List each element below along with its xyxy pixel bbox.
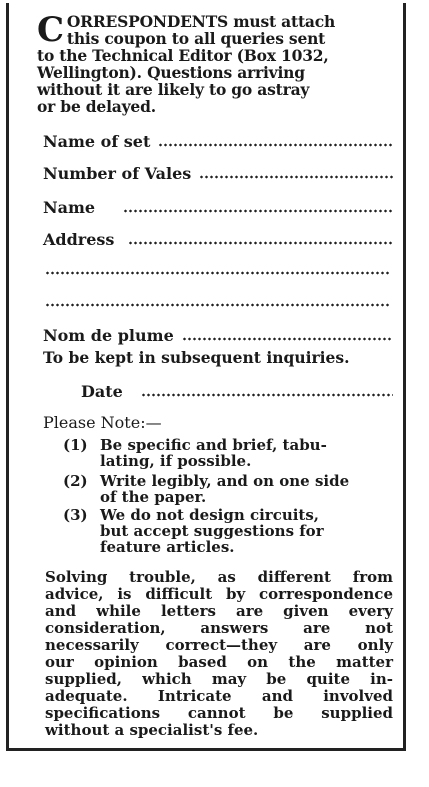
date-field[interactable] — [81, 381, 393, 401]
name-field[interactable] — [43, 197, 393, 217]
note-number: (2) — [63, 472, 88, 490]
note-line: of the paper. — [100, 488, 207, 506]
paragraph-line: adequate. Intricate and involved — [45, 687, 393, 705]
note-line: lating, if possible. — [100, 452, 252, 470]
name-of-set-label: Name of set — [43, 132, 151, 151]
address-field[interactable] — [43, 229, 393, 249]
headline-line: to the Technical Editor (Box 1032, — [37, 46, 329, 65]
number-of-valves-label: Number of Vales — [43, 164, 192, 183]
nom-de-plume-label: Nom de plume — [43, 326, 174, 345]
name-of-set-dotted-line — [158, 143, 393, 147]
paragraph-line: our opinion based on the matter — [45, 653, 393, 671]
disclaimer-paragraph — [45, 569, 393, 739]
date-dotted-line — [141, 393, 393, 397]
paragraph-line: without a specialist's fee. — [45, 721, 259, 739]
paragraph-line: advice, is difficult by correspondence — [45, 585, 393, 603]
note-item-2 — [63, 473, 403, 505]
address-label: Address — [43, 230, 115, 249]
paragraph-line: specifications cannot be supplied — [45, 704, 393, 722]
address-dotted-line-3[interactable] — [45, 303, 389, 307]
note-line: Be specific and brief, tabu- — [100, 436, 327, 454]
note-line: Write legibly, and on one side — [100, 472, 350, 490]
note-line: but accept suggestions for — [100, 522, 324, 540]
date-label: Date — [81, 382, 123, 401]
note-line: We do not design circuits, — [100, 506, 320, 524]
drop-cap: C — [37, 10, 64, 50]
paragraph-line: supplied, which may be quite in- — [45, 670, 393, 688]
paragraph-line: necessarily correct—they are only — [45, 636, 393, 654]
note-number: (1) — [63, 436, 88, 454]
address-dotted-line — [128, 241, 393, 245]
nom-de-plume-dotted-line — [182, 337, 393, 341]
paragraph-line: and while letters are given every — [45, 602, 393, 620]
name-dotted-line — [123, 209, 393, 213]
number-of-valves-field[interactable] — [43, 163, 393, 183]
paragraph-line: Solving trouble, as different from — [45, 568, 393, 586]
query-coupon — [6, 3, 406, 751]
headline-line: this coupon to all queries sent — [66, 29, 326, 48]
kept-note: To be kept in subsequent inquiries. — [43, 348, 350, 367]
coupon-headline — [37, 10, 397, 116]
note-item-3 — [63, 507, 403, 555]
headline-line: without it are likely to go astray — [37, 80, 310, 99]
name-of-set-field[interactable] — [43, 131, 393, 151]
note-item-1 — [63, 437, 403, 469]
nom-de-plume-field[interactable] — [43, 325, 393, 345]
headline-line: ORRESPONDENTS must attach — [66, 12, 336, 31]
headline-line: or be delayed. — [37, 97, 156, 116]
number-of-valves-dotted-line — [199, 175, 393, 179]
name-label: Name — [43, 198, 96, 217]
headline-line: Wellington). Questions arriving — [37, 63, 305, 82]
address-dotted-line-2[interactable] — [45, 271, 389, 275]
paragraph-line: consideration, answers are not — [45, 619, 393, 637]
please-note-label: Please Note:— — [43, 413, 162, 432]
note-line: feature articles. — [100, 538, 235, 556]
note-number: (3) — [63, 506, 88, 524]
